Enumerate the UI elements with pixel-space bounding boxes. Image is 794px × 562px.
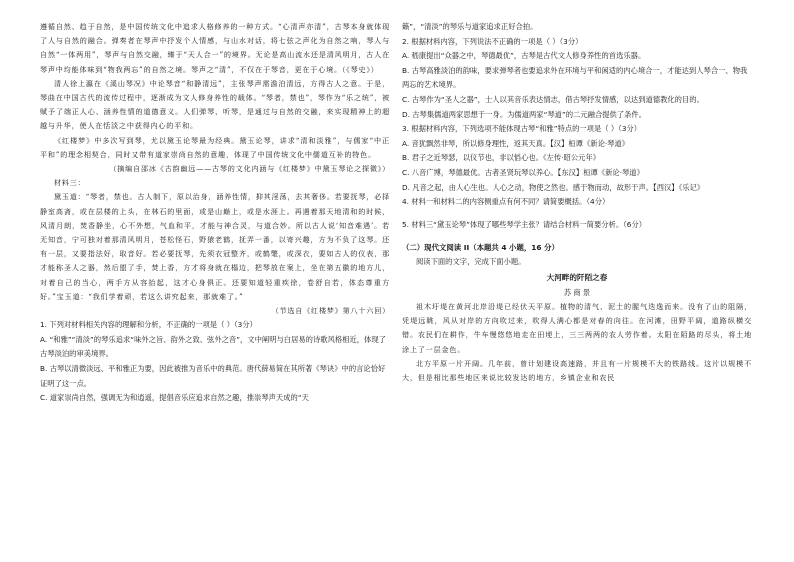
question-2-option-a: A. 嵇康提出“众器之中，琴德最优”，古琴是古代文人修身养性的首选乐器。 (402, 51, 646, 61)
material-2-paragraph-1: 遵循自然、趋于自然，是中国传统文化中追求人格修养的一种方式。“心清声亦清”，古琴本身就体现了人与自然的融合。弹奏者在琴声中抒发个人情感，与山水对话，将七弦之声化为自然之响，琴人与自然“一体两用”，琴声与自然交融，臻于“天人合一”的境界。无论是高山流水还是清风明月，古人在琴声中均能体味到“物我两忘”的自然之境。琴声之“清”，不仅在于琴音，更在于心境。（《琴史》） (40, 22, 390, 74)
section-2-instruction: 阅读下面的文字，完成下面小题。 (416, 257, 526, 267)
question-2-stem: 2. 根据材料内容，下列说法不正确的一项是（ ）（3分） (402, 36, 583, 46)
question-4-stem: 4. 材料一和材料二的内容侧重点有何不同？请简要概括。（4分） (402, 197, 610, 207)
question-5-stem: 5. 材料三“黛玉论琴”体现了哪些琴学主张？请结合材料一简要分析。（6分） (402, 219, 647, 229)
question-3-option-a: A. 音犹飘然非琴，所以修身理性，返其天真。【汉】桓谭《新论·琴道》 (402, 138, 630, 148)
material-2-paragraph-3: 《红楼梦》中多次写到琴，尤以黛玉论琴最为经典。黛玉论琴，讲求“清和淡雅”，与儒家“中正平和”的理念相契合，同时又带有道家崇尚自然的意趣，体现了中国传统文化中儒道互补的特色。 (40, 135, 390, 159)
left-column (40, 20, 390, 406)
story-paragraph-2: 北方平原一片开阔。几年前，曾计划建设高速路，并且有一片规模不大的铁路线。这片以规模不大，但是相比那些地区来说比较发达的地方，乡镇企业和农民 (402, 358, 752, 382)
question-3-option-c: C. 八音广博，琴德最优。古者圣贤玩琴以养心。【东汉】桓谭《新论·琴道》 (402, 167, 644, 177)
material-3-label: 材料三： (54, 178, 86, 188)
story-paragraph-1: 祖木圩堤在黄河北岸沿堤已经伏天平原。植物的清气、泥土的腥气迭逸而来。没有了山的阻隔，凭堤远眺，风从对岸的方向吹过来，吹得人满心都是对春的向往。在河滩，田野平阔，道路纵横交错。农民们在耕作，牛车慢悠悠地走在田埂上，三三两两的农人劳作着。太阳在陌路的尽头，将土地涂上了一层金色。 (402, 301, 752, 354)
question-2-option-d: D. 古琴集儒道两家思想于一身。为儒道两家“琴道”的二元融合提供了条件。 (402, 109, 647, 119)
answer-space-q5 (402, 232, 752, 240)
question-1-option-c-continued: 籁”，“清淡”的琴乐与道家追求正好合拍。 (402, 22, 538, 31)
story-author: 苏 商 景 (563, 287, 591, 297)
material-2-paragraph-2: 清人徐上瀛在《溪山琴况》中论琴音“和静清远”，主张琴声需澹泊清远，方得古人之意。于是，琴曲在中国古代的流传过程中，逐渐成为文人修身养性的载体。“琴者，禁也”，琴作为“乐之统”，被赋予了端正人心、涵养性情的道德意义。人们弹琴、听琴，是通过与自然的交融，来实现精神上的超越与升华，使人在恬淡之中获得内心的平和。 (40, 78, 390, 131)
question-1-option-c: C. 道家崇尚自然，强调无为和逍遥，提倡音乐应追求自然之趣，推崇琴声天成的“天 (40, 393, 309, 403)
question-3-stem: 3. 根据材料内容，下列选项不能体现古琴“和雅”特点的一项是（ ）（3分） (402, 124, 642, 134)
question-2-option-c: C. 古琴作为“圣人之器”，士人以其音乐表达情志，借古琴抒发情感，以达到道德教化的目的。 (402, 94, 704, 104)
question-1-stem: 1. 下列对材料相关内容的理解和分析，不正确的一项是（ ）（3分） (40, 320, 257, 330)
answer-space-q4 (402, 210, 752, 218)
question-2-option-b: B. 古琴高雅淡泊的韵味，要求弹琴者也要追求外在环境与平和闲适的内心境合一，才能达到人琴合一、物我两忘的艺术境界。 (402, 65, 748, 90)
story-title: 大河畔的阡陌之春 (546, 272, 608, 282)
question-3-option-b: B. 君子之近琴瑟，以仪节也，非以慆心也。《左传·昭公元年》 (402, 153, 601, 163)
material-3-source: （节选自《红楼梦》第八十六回） (271, 306, 390, 316)
question-1-option-b: B. 古琴以清微淡远、平和雅正为要，因此被推为音乐中的典范。唐代薛易简在其所著《琴诀》中的言论恰好证明了这一点。 (40, 364, 386, 388)
material-3-text: 黛玉道：“琴者，禁也。古人制下，原以治身，涵养性情，抑其淫荡，去其奢侈。若要抚琴，必择静室高斋，或在层楼的上头，在林石的里面，或是山巅上，或是水涯上。再遇着那天地清和的时候，风清月朗，焚香静坐，心不外想，气血和平，才能与神合灵，与道合妙。所以古人说‘知音难遇’。若无知音，宁可独对着那清风明月，苍松怪石，野猿老鹤，抚弄一番，以寄兴趣，方为不负了这琴。还有一层，又要指法好，取音好。若必要抚琴，先须衣冠整齐，或鹤氅，或深衣，要如古人的仪表，那才能称圣人之器，然后盥了手，焚上香，方才将身就在榻边，把琴放在案上，坐在第五徽的地方儿，对着自己的当心，两手方从容抬起，这才心身俱正。还要知道轻重疾徐，卷舒自若，体态尊重方好。”宝玉道：“我们学着顽，若这么讲究起来，那就难了。” (40, 192, 390, 301)
right-column (402, 20, 752, 385)
material-2-source: （摘编自邵冰《古韵幽远——古琴的文化内涵与《红楼梦》中黛玉琴论之探微》） (109, 164, 390, 174)
question-1-option-a: A. “和雅”“清淡”的琴乐追求“味外之旨、韵外之致、弦外之音”，文中阐明与白居易的诗歌风格相近，体现了古琴淡泊的审美境界。 (40, 334, 386, 359)
section-2-heading: （二）现代文阅读 II（本题共 4 小题，16 分） (402, 243, 559, 253)
question-3-option-d: D. 凡音之起，由人心生也。人心之动，物使之然也。感于物而动，故形于声。【西汉】《乐记》 (402, 182, 705, 192)
